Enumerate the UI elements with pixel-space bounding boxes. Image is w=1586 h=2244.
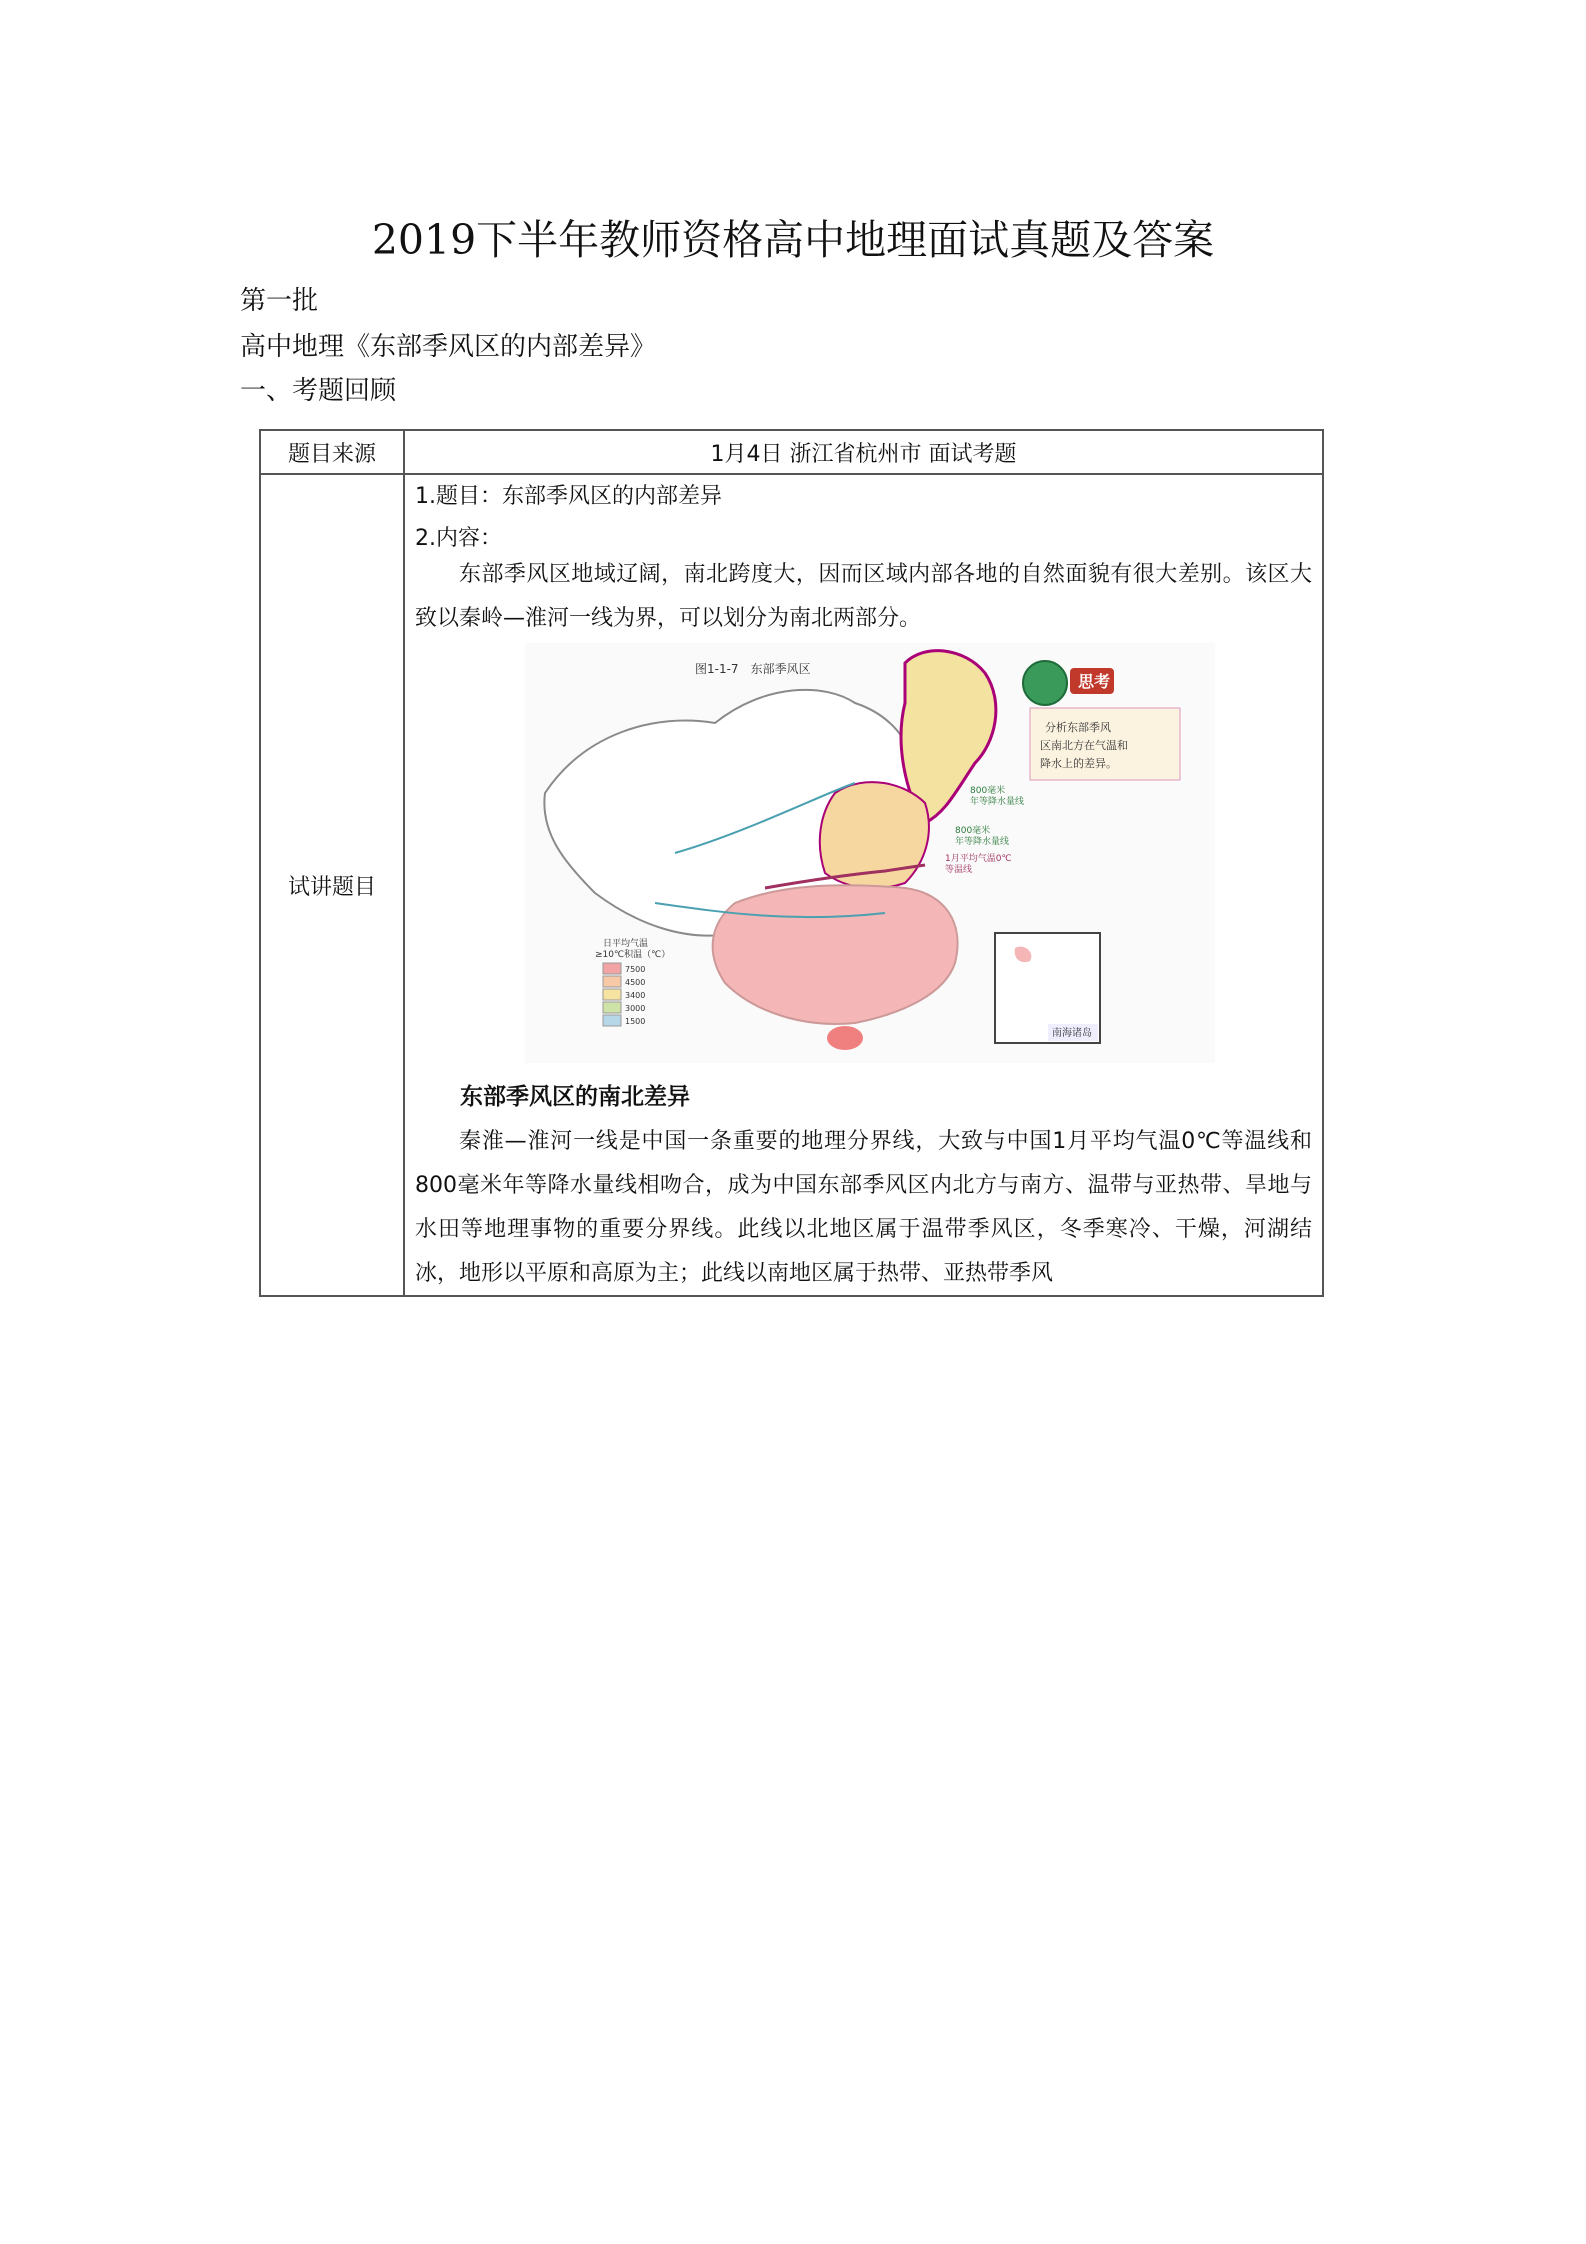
annotation-precip-2: 800毫米年等降水量线 bbox=[955, 826, 1010, 847]
lesson-title: 高中地理《东部季风区的内部差异》 bbox=[240, 332, 657, 362]
legend-value: 1500 bbox=[625, 1017, 646, 1026]
legend-value: 7500 bbox=[625, 965, 646, 974]
table-content-row bbox=[260, 474, 1323, 1296]
legend-swatch bbox=[603, 989, 621, 1000]
annotation-precip-1: 800毫米年等降水量线 bbox=[970, 786, 1025, 807]
legend-swatch bbox=[603, 963, 621, 974]
topic-item: 1.题目：东部季风区的内部差异 bbox=[415, 484, 722, 509]
topic-content-cell bbox=[404, 474, 1323, 1296]
source-value-cell: 1月4日 浙江省杭州市 面试考题 bbox=[404, 430, 1323, 474]
subheading: 东部季风区的南北差异 bbox=[460, 1084, 690, 1110]
legend-value: 3000 bbox=[625, 1004, 646, 1013]
legend-value: 4500 bbox=[625, 978, 646, 987]
legend-swatch bbox=[603, 1015, 621, 1026]
source-label-cell: 题目来源 bbox=[260, 430, 404, 474]
globe-icon bbox=[1023, 661, 1067, 705]
legend-value: 3400 bbox=[625, 991, 646, 1000]
monsoon-region-map bbox=[525, 643, 1215, 1063]
legend-title: 日平均气温≥10℃积温（℃） bbox=[595, 939, 671, 960]
annotation-isotherm: 1月平均气温0℃等温线 bbox=[945, 854, 1012, 875]
inset-label: 南海诸岛 bbox=[1052, 1028, 1092, 1039]
question-table bbox=[259, 429, 1324, 1297]
table-header-row bbox=[260, 430, 1323, 474]
intro-paragraph: 东部季风区地域辽阔，南北跨度大，因而区域内部各地的自然面貌有很大差别。该区大致以秦岭—淮河一线为界，可以划分为南北两部分。 bbox=[415, 562, 1312, 631]
think-label: 思考 bbox=[1078, 672, 1111, 691]
legend bbox=[603, 963, 645, 1026]
document-title: 2019下半年教师资格高中地理面试真题及答案 bbox=[371, 216, 1215, 264]
batch-label: 第一批 bbox=[240, 286, 319, 316]
figure-caption: 图1-1-7 东部季风区 bbox=[695, 662, 811, 676]
hainan-island bbox=[827, 1026, 863, 1050]
section-heading: 一、考题回顾 bbox=[240, 376, 397, 406]
topic-label-cell: 试讲题目 bbox=[260, 474, 404, 1296]
legend-swatch bbox=[603, 976, 621, 987]
think-text: 分析东部季风 区南北方在气温和 降水上的差异。 bbox=[1040, 721, 1128, 770]
legend-swatch bbox=[603, 1002, 621, 1013]
body-paragraph: 秦淮—淮河一线是中国一条重要的地理分界线，大致与中国1月平均气温0℃等温线和800毫米年等降水量线相吻合，成为中国东部季风区内北方与南方、温带与亚热带、旱地与水田等地理事物的重要分界线。此线以北地区属于温带季风区，冬季寒冷、干燥，河湖结冰，地形以平原和高原为主；此线以南地区属于热带、亚热带季风 bbox=[415, 1129, 1312, 1286]
content-item: 2.内容： bbox=[415, 526, 502, 551]
